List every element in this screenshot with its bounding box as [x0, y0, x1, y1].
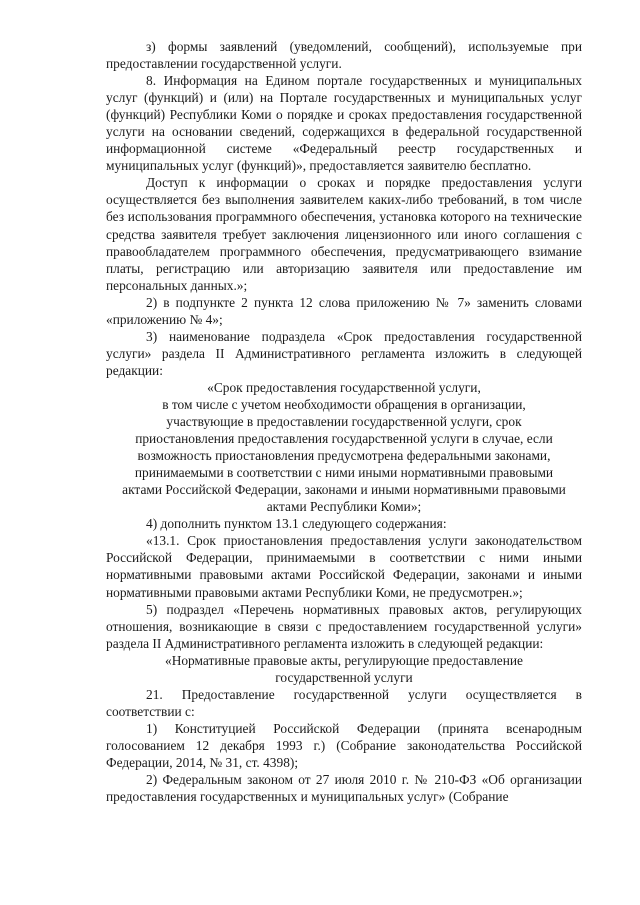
- paragraph-constitution: 1) Конституцией Российской Федерации (принята всенародным голосованием 12 декабря 1993 г.) (Собрание законодательства Российской Федерации, 2014, № 31, ст. 4398);: [106, 720, 582, 770]
- paragraph-amendment-3: 3) наименование подраздела «Срок предоставления государственной услуги» раздела II Административного регламента изложить в следующей редакции:: [106, 328, 582, 378]
- section-heading-term: [106, 379, 582, 515]
- section-heading-legal-acts: [106, 652, 582, 686]
- paragraph-amendment-2: 2) в подпункте 2 пункта 12 слова приложению № 7» заменить словами «приложению № 4»;: [106, 294, 582, 327]
- paragraph-21: 21. Предоставление государственной услуги осуществляется в соответствии с:: [106, 686, 582, 719]
- heading-line: возможность приостановления предусмотрена федеральными законами,: [137, 448, 551, 464]
- heading-line: «Нормативные правовые акты, регулирующие предоставление: [165, 652, 523, 668]
- paragraph-federal-law: 2) Федеральным законом от 27 июля 2010 г. № 210-ФЗ «Об организации предоставления государственных и муниципальных услуг» (Собрание: [106, 772, 582, 805]
- paragraph-amendment-4: 4) дополнить пунктом 13.1 следующего содержания:: [146, 516, 447, 532]
- paragraph-forms: з) формы заявлений (уведомлений, сообщений), используемые при предоставлении государственной услуги.: [106, 39, 582, 72]
- heading-line: в том числе с учетом необходимости обращения в организации,: [162, 396, 526, 412]
- paragraph-access: Доступ к информации о сроках и порядке предоставления услуги осуществляется без выполнения заявителем каких-либо требований, в том числе без использования программного обеспечения, установка которого на технические средства заявителя требует заключения лицензионного или иного соглашения с правообладателем программного обеспечения, предусматривающего взимание платы, регистрацию или авторизацию заявителя или предоставление им персональных данных.»;: [106, 175, 582, 293]
- heading-line: принимаемыми в соответствии с ними иными нормативными правовыми: [134, 465, 554, 481]
- heading-line: приостановления предоставления государственной услуги в случае, если: [135, 431, 553, 447]
- heading-line: участвующие в предоставлении государственной услуги, срок: [166, 414, 522, 430]
- heading-line: «Срок предоставления государственной услуги,: [207, 379, 481, 395]
- paragraph-8-information: 8. Информация на Едином портале государственных и муниципальных услуг (функций) и (или) на Портале государственных и муниципальных услуг (функций) Республики Коми о порядке и сроках предоставления государственной услуги на основании сведений, содержащихся в федеральной государственной информационной системе «Федеральный реестр государственных и муниципальных услуг (функций)», предоставляется заявителю бесплатно.: [106, 73, 582, 174]
- heading-line: государственной услуги: [275, 669, 413, 685]
- document-body: [106, 38, 582, 805]
- heading-line: актами Республики Коми»;: [266, 499, 422, 515]
- paragraph-amendment-5: 5) подраздел «Перечень нормативных правовых актов, регулирующих отношения, возникающие в связи с предоставлением государственной услуги» раздела II Административного регламента изложить в следующей редакции:: [106, 601, 582, 651]
- paragraph-13-1: «13.1. Срок приостановления предоставления услуги законодательством Российской Федерации, принимаемыми в соответствии с ними иными нормативными правовыми актами Российской Федерации, законами и иными нормативными правовыми актами Республики Коми, не предусмотрен.»;: [106, 533, 582, 600]
- heading-line: актами Российской Федерации, законами и иными нормативными правовыми: [122, 482, 566, 498]
